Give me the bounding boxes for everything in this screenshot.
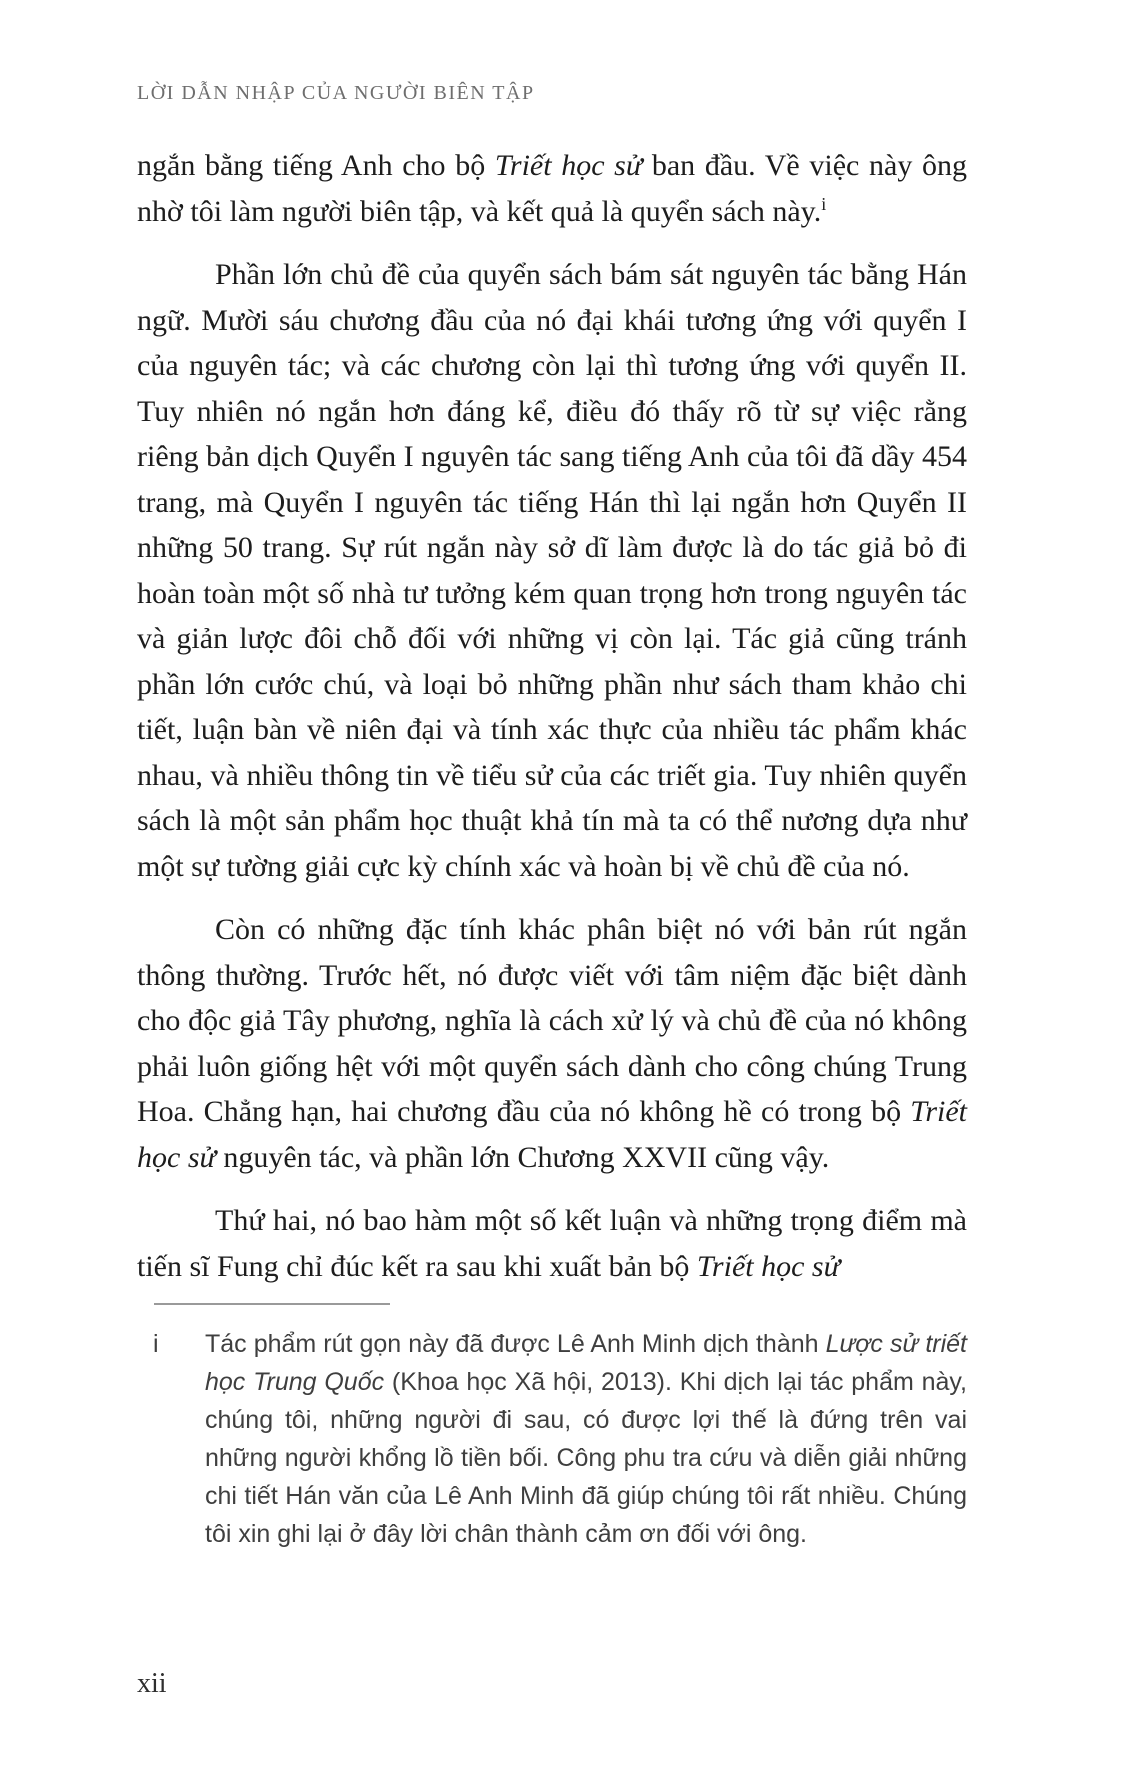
text-segment: Thứ hai, nó bao hàm một số kết luận và những trọng điểm mà tiến sĩ Fung chỉ đúc kết ra sau khi xuất bản bộ — [137, 1204, 967, 1283]
footnote-reference: i — [821, 193, 827, 214]
body-text — [137, 143, 967, 1289]
paragraph — [137, 1198, 967, 1289]
text-segment: Triết học sử — [494, 149, 643, 182]
page-number: xii — [137, 1668, 167, 1699]
running-header: LỜI DẪN NHẬP CỦA NGƯỜI BIÊN TẬP — [137, 82, 535, 104]
text-segment: Còn có những đặc tính khác phân biệt nó với bản rút ngắn thông thường. Trước hết, nó được viết với tâm niệm đặc biệt dành cho độc giả Tây phương, nghĩa là cách xử lý và chủ đề của nó không phải luôn giống hệt với một quyển sách dành cho công chúng Trung Hoa. Chẳng hạn, hai chương đầu của nó không hề có trong bộ — [137, 913, 967, 1128]
text-segment: Lược sử triết học Trung Quốc — [205, 1330, 967, 1396]
text-segment: (Khoa học Xã hội, 2013). Khi dịch lại tác phẩm này, chúng tôi, những người đi sau, có được lợi thế là đứng trên vai những người khổng lồ tiền bối. Công phu tra cứu và diễn giải những chi tiết Hán văn của Lê Anh Minh đã giúp chúng tôi rất nhiều. Chúng tôi xin ghi lại ở đây lời chân thành cảm ơn đối với ông. — [205, 1368, 967, 1548]
text-segment: Phần lớn chủ đề của quyển sách bám sát nguyên tác bằng Hán ngữ. Mười sáu chương đầu của nó đại khái tương ứng với quyển I của nguyên tác; và các chương còn lại thì tương ứng với quyển II. Tuy nhiên nó ngắn hơn đáng kể, điều đó thấy rõ từ sự việc rằng riêng bản dịch Quyển I nguyên tác sang tiếng Anh của tôi đã dầy 454 trang, mà Quyển I nguyên tác tiếng Hán thì lại ngắn hơn Quyển II những 50 trang. Sự rút ngắn này sở dĩ làm được là do tác giả bỏ đi hoàn toàn một số nhà tư tưởng kém quan trọng hơn trong nguyên tác và giản lược đôi chỗ đối với những vị còn lại. Tác giả cũng tránh phần lớn cước chú, và loại bỏ những phần như sách tham khảo chi tiết, luận bàn về niên đại và tính xác thực của nhiều tác phẩm khác nhau, và nhiều thông tin về tiểu sử của các triết gia. Tuy nhiên quyển sách là một sản phẩm học thuật khả tín mà ta có thể nương dựa như một sự tường giải cực kỳ chính xác và hoàn bị về chủ đề của nó. — [137, 258, 967, 883]
text-segment: Triết học sử — [137, 1095, 967, 1174]
text-segment: ngắn bằng tiếng Anh cho bộ — [137, 149, 495, 182]
text-segment: nguyên tác, và phần lớn Chương XXVII cũng vậy. — [215, 1140, 830, 1174]
paragraph — [137, 252, 967, 889]
text-segment: Tác phẩm rút gọn này đã được Lê Anh Minh dịch thành — [205, 1330, 826, 1358]
footnote — [137, 1325, 967, 1553]
paragraph — [137, 143, 967, 234]
footnote-rule — [154, 1303, 390, 1305]
footnote-text — [205, 1325, 967, 1553]
paragraph — [137, 907, 967, 1180]
footnote-marker: i — [153, 1330, 159, 1358]
text-segment: ban đầu. Về việc này ông nhờ tôi làm người biên tập, và kết quả là quyển sách này. — [137, 149, 967, 228]
text-segment: Triết học sử — [696, 1249, 840, 1283]
